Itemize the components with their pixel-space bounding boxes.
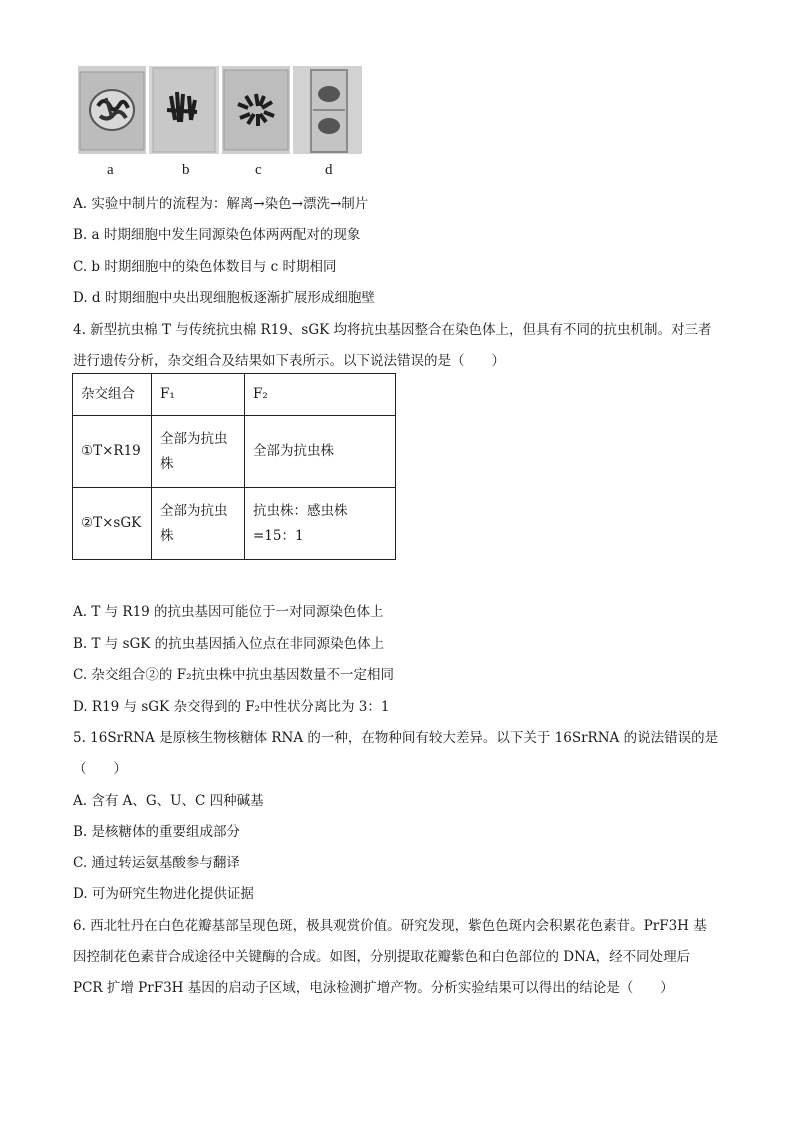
table-cell-f2 <box>245 488 396 560</box>
table-header-f1: F₁ <box>152 374 245 416</box>
q5-stem-line-1: 5. 16SrRNA 是原核生物核糖体 RNA 的一种，在物种间有较大差异。以下关于 16SrRNA 的说法错误的是 <box>73 730 719 746</box>
table-cell-cross: ②T×sGK <box>73 488 152 560</box>
q3-option-c: C. b 时期细胞中的染色体数目与 c 时期相同 <box>73 259 337 275</box>
table-header-cross: 杂交组合 <box>73 374 152 416</box>
q4-option-c: C. 杂交组合②的 F₂抗虫株中抗虫基因数量不一定相同 <box>73 667 395 683</box>
table-cell-f2 <box>245 416 396 488</box>
table-cell-f2-line: 抗虫株：感虫株 <box>253 502 348 519</box>
q4-option-d: D. R19 与 sGK 杂交得到的 F₂中性状分离比为 3：1 <box>73 699 390 715</box>
table-cell-cross: ①T×R19 <box>73 416 152 488</box>
q5-stem-line-2: （ ） <box>73 761 127 777</box>
table-cell-f2-line: 全部为抗虫株 <box>253 443 334 459</box>
q3-option-a: A. 实验中制片的流程为：解离→染色→漂洗→制片 <box>73 196 369 212</box>
mitosis-micrograph-figure <box>78 66 362 156</box>
table-cell-f1-line: 株 <box>160 455 174 472</box>
micrograph-b <box>149 66 219 154</box>
q6-stem-line-1: 6. 西北牡丹在白色花瓣基部呈现色斑，极具观赏价值。研究发现，紫色色斑内会积累花色素苷。PrF3H 基 <box>73 918 707 934</box>
micrograph-c <box>222 66 290 154</box>
q6-stem-line-3: PCR 扩增 PrF3H 基因的启动子区域，电泳检测扩增产物。分析实验结果可以得出的结论是（ ） <box>73 980 674 996</box>
figure-label-c: c <box>255 162 262 178</box>
table-header-f2: F₂ <box>245 374 396 416</box>
cross-result-table <box>72 373 396 560</box>
table-cell-f1-line: 全部为抗虫 <box>160 502 228 519</box>
q5-option-d: D. 可为研究生物进化提供证据 <box>73 886 254 902</box>
table-cell-f2-line: =15：1 <box>253 527 304 544</box>
q5-option-c: C. 通过转运氨基酸参与翻译 <box>73 855 240 871</box>
table-cell-f1 <box>152 416 245 488</box>
micrograph-d <box>293 66 362 154</box>
figure-label-a: a <box>107 162 114 178</box>
table-row <box>73 416 396 488</box>
micrograph-a <box>78 66 146 154</box>
q5-option-a: A. 含有 A、G、U、C 四种碱基 <box>73 793 264 809</box>
q4-option-a: A. T 与 R19 的抗虫基因可能位于一对同源染色体上 <box>73 604 384 620</box>
figure-label-d: d <box>325 162 333 178</box>
table-cell-f1-line: 全部为抗虫 <box>160 430 228 447</box>
table-cell-f1 <box>152 488 245 560</box>
q5-option-b: B. 是核糖体的重要组成部分 <box>73 824 241 840</box>
table-row <box>73 488 396 560</box>
table-cell-f1-line: 株 <box>160 527 174 544</box>
q3-option-b: B. a 时期细胞中发生同源染色体两两配对的现象 <box>73 227 361 243</box>
q6-stem-line-2: 因控制花色素苷合成途径中关键酶的合成。如图，分别提取花瓣紫色和白色部位的 DNA，经不同处理后 <box>73 949 691 965</box>
q4-stem-line-1: 4. 新型抗虫棉 T 与传统抗虫棉 R19、sGK 均将抗虫基因整合在染色体上，但具有不同的抗虫机制。对三者 <box>73 322 712 338</box>
q4-stem-line-2: 进行遗传分析，杂交组合及结果如下表所示。以下说法错误的是（ ） <box>73 353 505 369</box>
q4-option-b: B. T 与 sGK 的抗虫基因插入位点在非同源染色体上 <box>73 636 385 652</box>
table-header-row <box>73 374 396 416</box>
figure-label-b: b <box>182 162 190 178</box>
q3-option-d: D. d 时期细胞中央出现细胞板逐渐扩展形成细胞壁 <box>73 290 375 306</box>
